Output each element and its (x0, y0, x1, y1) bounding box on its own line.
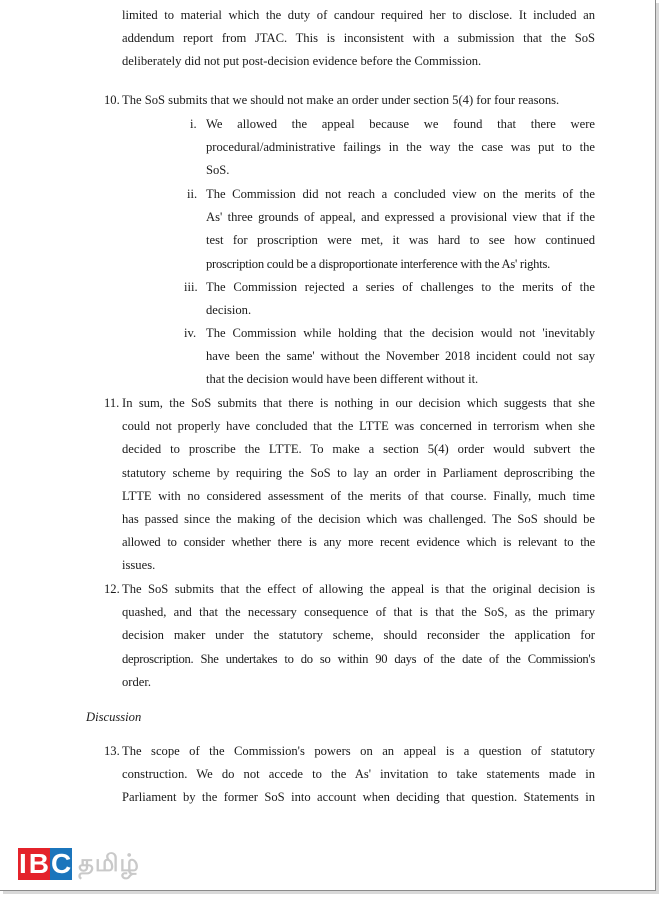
paragraph-10-intro (122, 89, 602, 112)
logo-letter: I (19, 848, 27, 879)
list-item (206, 183, 595, 276)
logo-letter: C (51, 848, 72, 879)
list-marker: i. (190, 117, 197, 131)
text-line: order. (122, 674, 152, 689)
list-item (206, 276, 595, 322)
paragraph-12 (122, 578, 595, 694)
text-line: procedural/administrative failings in the way the case was put to the (206, 140, 595, 155)
text-line: In sum, the SoS submits that there is nothing in our decision which suggests that she (122, 396, 595, 410)
text-line: test for proscription were met, it was hard to see how continued (206, 233, 595, 248)
text-line: LTTE with no considered assessment of the merits of that course. Finally, much time (122, 488, 595, 503)
paragraph-number: 11. (104, 396, 120, 410)
text-line: statutory scheme by requiring the SoS to lay an order in Parliament deproscribing the (122, 465, 595, 480)
text-line: The Commission while holding that the decision would not 'inevitably (206, 326, 595, 340)
text-line: The Commission did not reach a concluded view on the merits of the (206, 187, 595, 201)
logo-tamil-text: தமிழ் (78, 848, 140, 877)
text-line: The SoS submits that the effect of allowing the appeal is that the original decision is (122, 582, 595, 596)
text-line: decided to proscribe the LTTE. To make a section 5(4) order would subvert the (122, 442, 595, 457)
text-line: SoS. (206, 163, 230, 178)
ibc-tamil-logo (18, 848, 140, 880)
ibc-logo-mark (18, 848, 72, 880)
list-item (206, 113, 595, 183)
text-line: We allowed the appeal because we found that there were (206, 117, 595, 131)
text-line: has passed since the making of the decision which was challenged. The SoS should be (122, 511, 595, 526)
list-marker: iv. (184, 326, 197, 340)
text-line: quashed, and that the necessary consequence of that is that the SoS, as the primary (122, 605, 595, 620)
text-line: The Commission rejected a series of challenges to the merits of the (206, 280, 595, 294)
text-line: addendum report from JTAC. This is inconsistent with a submission that the SoS (122, 31, 595, 46)
text-line: have been the same' without the November 2018 incident could not say (206, 349, 595, 364)
list-marker: iii. (184, 280, 198, 294)
text-line: proscription could be a disproportionate interference with the As' rights. (206, 256, 550, 271)
paragraph-number: 10. (104, 93, 120, 107)
paragraph-number: 13. (104, 744, 120, 758)
text-line: As' three grounds of appeal, and expressed a provisional view that if the (206, 210, 595, 225)
text-line: issues. (122, 558, 156, 573)
text-line: deproscription. She undertakes to do so within 90 days of the date of the Commission's (122, 651, 595, 666)
list-marker: ii. (187, 187, 198, 201)
text-line: could not properly have concluded that the LTTE was concerned in terrorism when she (122, 419, 595, 434)
text-line: construction. We do not accede to the As' invitation to take statements made in (122, 767, 595, 782)
logo-letter: B (28, 848, 50, 879)
text-line: limited to material which the duty of candour required her to disclose. It included an (122, 8, 595, 22)
text-line: The SoS submits that we should not make an order under section 5(4) for four reasons. (122, 93, 560, 107)
text-line: decision. (206, 303, 252, 318)
paragraph-number: 12. (104, 582, 120, 596)
paragraph-9-continuation (122, 4, 595, 74)
list-item (206, 322, 595, 392)
paragraph-13 (122, 740, 595, 810)
text-line: Parliament by the former SoS into account when deciding that question. Statements in (122, 790, 595, 805)
text-line: that the decision would have been different without it. (206, 372, 479, 387)
text-line: decision maker under the statutory scheme, should reconsider the application for (122, 628, 595, 643)
text-line: deliberately did not put post-decision evidence before the Commission. (122, 54, 482, 69)
text-line: The scope of the Commission's powers on an appeal is a question of statutory (122, 744, 595, 758)
paragraph-11 (122, 392, 595, 578)
section-heading: Discussion (86, 710, 142, 724)
text-line: allowed to consider whether there is any more recent evidence which is relevant to the (122, 535, 595, 550)
